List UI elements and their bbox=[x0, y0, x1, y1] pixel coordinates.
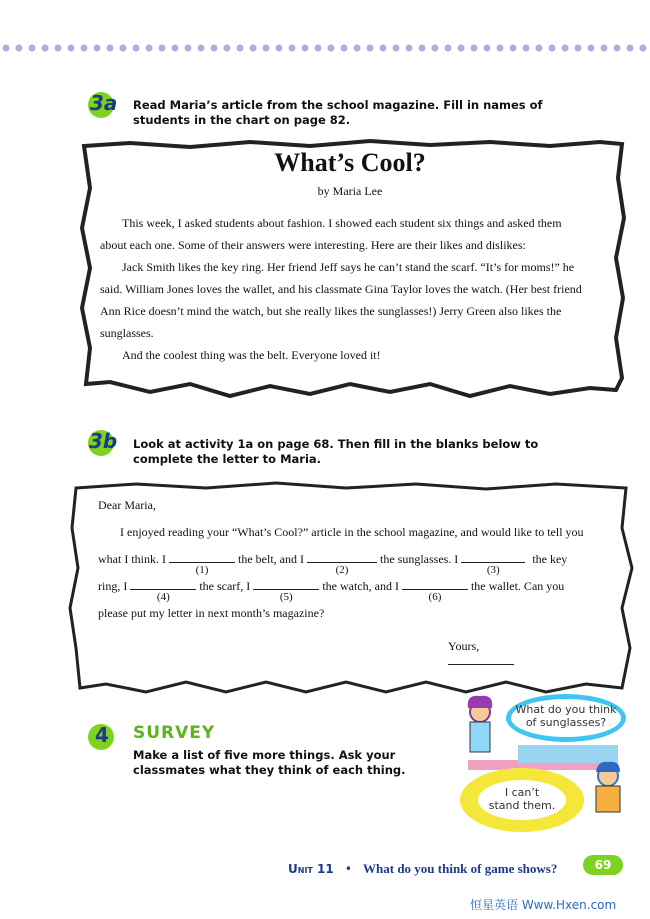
border-dot bbox=[484, 45, 491, 52]
article-line: Ann Rice doesn’t mind the watch, but she really likes the sunglasses!) Jerry Green also likes the bbox=[100, 304, 562, 318]
border-dot bbox=[133, 45, 140, 52]
border-dot bbox=[614, 45, 621, 52]
border-dot bbox=[172, 45, 179, 52]
instruction-line: Read Maria’s article from the school magazine. Fill in names of bbox=[133, 98, 543, 112]
blank-1[interactable] bbox=[169, 550, 235, 576]
letter-text: the key bbox=[532, 552, 568, 566]
border-dot bbox=[575, 45, 582, 52]
border-dot bbox=[107, 45, 114, 52]
blank-number: (6) bbox=[428, 591, 442, 603]
border-dot bbox=[315, 45, 322, 52]
border-dot bbox=[393, 45, 400, 52]
section-badge-3b bbox=[88, 429, 118, 456]
article-line: about each one. Some of their answers were interesting. Here are their likes and dislikes: bbox=[100, 238, 526, 252]
border-dot bbox=[289, 45, 296, 52]
letter-text: the belt, and I bbox=[238, 552, 304, 566]
border-dot bbox=[3, 45, 10, 52]
border-dot bbox=[263, 45, 270, 52]
article-line: Jack Smith likes the key ring. Her friend Jeff says he can’t stand the scarf. “It’s for moms!” he bbox=[122, 260, 575, 274]
letter-greeting: Dear Maria, bbox=[98, 498, 156, 512]
border-dot bbox=[276, 45, 283, 52]
bubble-1-text bbox=[511, 703, 621, 729]
border-dot bbox=[640, 45, 647, 52]
border-dot bbox=[627, 45, 634, 52]
badge-label: 3a bbox=[90, 91, 118, 115]
border-dot bbox=[224, 45, 231, 52]
blank-number: (5) bbox=[279, 591, 293, 603]
footer-title: What do you think of game shows? bbox=[363, 861, 558, 876]
bubble-2-text bbox=[482, 786, 562, 812]
border-dot bbox=[185, 45, 192, 52]
section-badge-4 bbox=[88, 724, 114, 750]
article-title: What’s Cool? bbox=[274, 148, 426, 177]
border-dot bbox=[94, 45, 101, 52]
border-dot bbox=[42, 45, 49, 52]
blank-number: (2) bbox=[335, 564, 349, 576]
border-dot bbox=[302, 45, 309, 52]
border-dot bbox=[120, 45, 127, 52]
instruction-line: students in the chart on page 82. bbox=[133, 113, 351, 127]
watermark-text: 恒星英语 Www.Hxen.com bbox=[470, 898, 617, 912]
bubble-line: stand them. bbox=[488, 799, 556, 812]
instruction-line: complete the letter to Maria. bbox=[133, 452, 322, 466]
instruction-3a bbox=[133, 98, 543, 128]
border-dot bbox=[250, 45, 257, 52]
border-dot bbox=[29, 45, 36, 52]
border-dot bbox=[211, 45, 218, 52]
border-dot bbox=[68, 45, 75, 52]
page-footer bbox=[288, 858, 557, 877]
border-dot bbox=[601, 45, 608, 52]
instruction-line: Look at activity 1a on page 68. Then fill in the blanks below to bbox=[133, 437, 539, 451]
border-dot bbox=[16, 45, 23, 52]
letter-text: the watch, and I bbox=[322, 579, 399, 593]
instruction-4 bbox=[133, 748, 406, 778]
survey-heading: SURVEY bbox=[133, 723, 216, 743]
border-dot bbox=[380, 45, 387, 52]
blank-4[interactable] bbox=[130, 577, 196, 603]
instruction-line: Make a list of five more things. Ask your bbox=[133, 748, 396, 762]
border-dot bbox=[471, 45, 478, 52]
blank-5[interactable] bbox=[253, 577, 319, 603]
blank-number: (1) bbox=[195, 564, 209, 576]
page-number: 69 bbox=[594, 858, 612, 872]
border-dot bbox=[445, 45, 452, 52]
border-dot bbox=[354, 45, 361, 52]
badge-label: 4 bbox=[95, 723, 109, 747]
article-line: And the coolest thing was the belt. Everyone loved it! bbox=[122, 348, 381, 362]
cartoon-illustration bbox=[458, 690, 638, 840]
blank-number: (3) bbox=[486, 564, 500, 576]
letter-text: what I think. I bbox=[98, 552, 166, 566]
border-dot bbox=[523, 45, 530, 52]
footer-bullet: • bbox=[344, 862, 352, 876]
letter-line: I enjoyed reading your “What’s Cool?” article in the school magazine, and would like to tell you bbox=[120, 525, 584, 539]
article-line: This week, I asked students about fashion. I showed each student six things and asked them bbox=[122, 216, 562, 230]
border-dot bbox=[562, 45, 569, 52]
unit-label: Unit 11 bbox=[288, 862, 334, 876]
border-dot bbox=[432, 45, 439, 52]
border-dot bbox=[549, 45, 556, 52]
badge-label: 3b bbox=[89, 429, 118, 453]
border-dot bbox=[81, 45, 88, 52]
border-dot bbox=[510, 45, 517, 52]
bubble-line: What do you think bbox=[515, 703, 617, 716]
dotted-border bbox=[0, 42, 650, 54]
border-dot bbox=[419, 45, 426, 52]
border-dot bbox=[367, 45, 374, 52]
border-dot bbox=[328, 45, 335, 52]
article-line: sunglasses. bbox=[100, 326, 154, 340]
border-dot bbox=[458, 45, 465, 52]
letter-body bbox=[98, 492, 610, 665]
bubble-line: I can’t bbox=[504, 786, 540, 799]
border-dot bbox=[159, 45, 166, 52]
letter-text: the scarf, I bbox=[199, 579, 251, 593]
border-dot bbox=[536, 45, 543, 52]
instruction-3b bbox=[133, 437, 538, 467]
border-dot bbox=[55, 45, 62, 52]
letter-text: the sunglasses. I bbox=[379, 552, 459, 566]
border-dot bbox=[146, 45, 153, 52]
section-badge-3a bbox=[88, 91, 118, 118]
signature-blank[interactable] bbox=[448, 660, 514, 665]
letter-line: please put my letter in next month’s magazine? bbox=[98, 606, 325, 620]
letter-text: ring, I bbox=[98, 579, 128, 593]
page-number-badge bbox=[583, 855, 623, 875]
article-line: said. William Jones loves the wallet, and his classmate Gina Taylor loves the watch. (Her best friend bbox=[100, 282, 582, 296]
border-dot bbox=[497, 45, 504, 52]
blank-2[interactable] bbox=[307, 550, 377, 576]
border-dot bbox=[341, 45, 348, 52]
letter-line-2 bbox=[98, 546, 610, 576]
article-body bbox=[100, 212, 620, 366]
border-dot bbox=[588, 45, 595, 52]
border-dot bbox=[198, 45, 205, 52]
letter-line-3 bbox=[98, 573, 610, 603]
border-dot bbox=[406, 45, 413, 52]
blank-6[interactable] bbox=[402, 577, 468, 603]
article-paper bbox=[70, 138, 630, 410]
border-dot bbox=[237, 45, 244, 52]
letter-paper bbox=[66, 478, 640, 700]
instruction-line: classmates what they think of each thing. bbox=[133, 763, 406, 777]
blank-3[interactable] bbox=[461, 550, 525, 576]
blank-number: (4) bbox=[156, 591, 170, 603]
bubble-line: of sunglasses? bbox=[525, 716, 607, 729]
letter-closing: Yours, bbox=[448, 639, 480, 653]
letter-text: the wallet. Can you bbox=[470, 579, 565, 593]
article-byline: by Maria Lee bbox=[317, 184, 383, 198]
